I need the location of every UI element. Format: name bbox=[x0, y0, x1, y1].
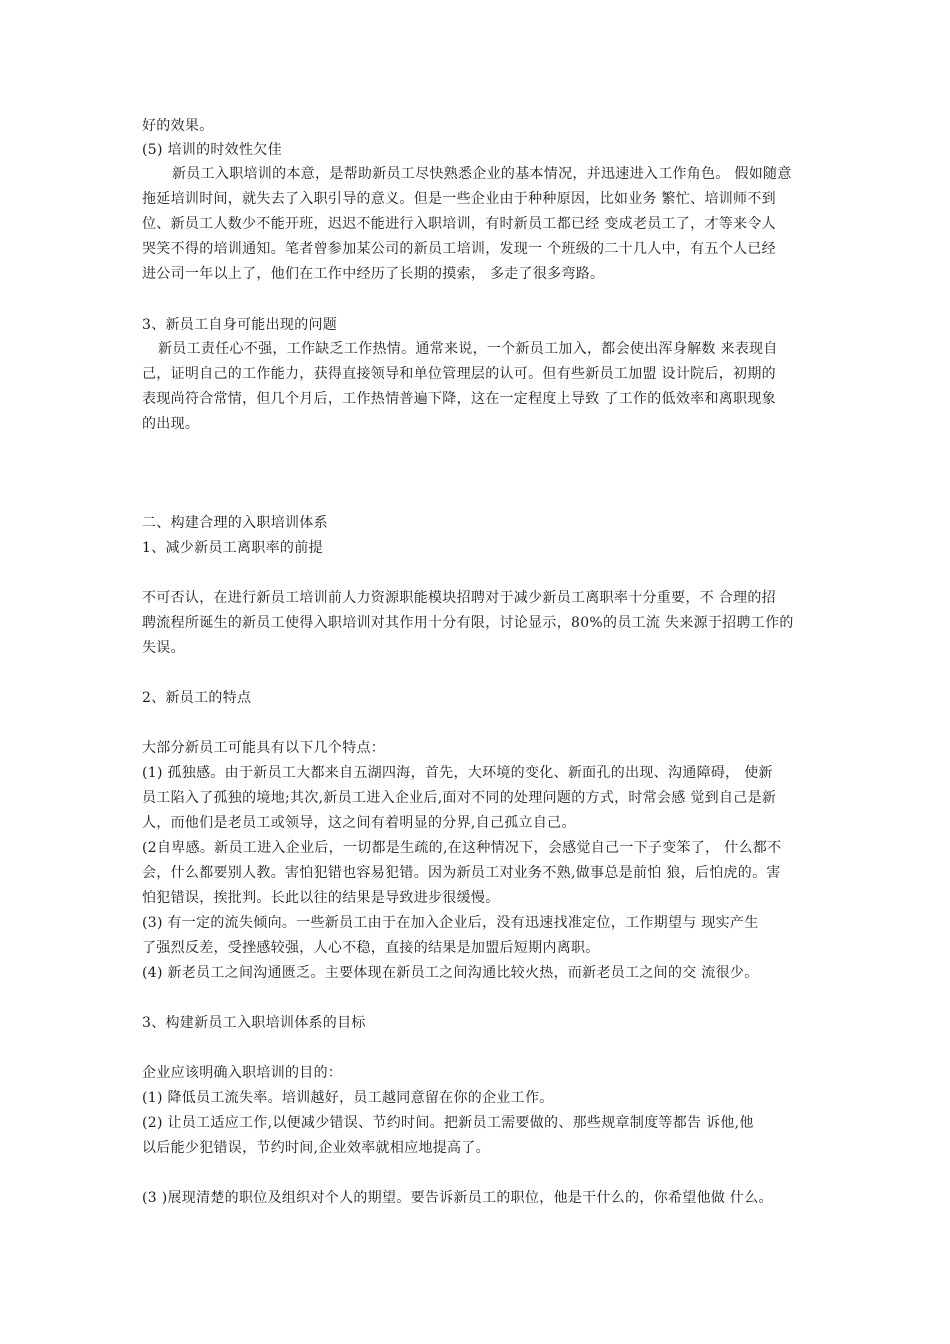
section-heading-2: 2、新员工的特点 bbox=[142, 690, 252, 706]
text-line: 以后能少犯错误，节约时间,企业效率就相应地提高了。 bbox=[142, 1140, 490, 1156]
text-line: 位、新员工人数少不能开班，迟迟不能进行入职培训，有时新员工都已经 变成老员工了，才等来令人 bbox=[142, 216, 776, 232]
goal-item-2: (2) 让员工适应工作,以便减少错误、节约时间。把新员工需要做的、那些规章制度等都告 诉他,他 bbox=[142, 1115, 754, 1131]
text-line: 己，证明自己的工作能力，获得直接领导和单位管理层的认可。但有些新员工加盟 设计院后，初期的 bbox=[142, 366, 776, 382]
text-line: 进公司一年以上了，他们在工作中经历了长期的摸索， 多走了很多弯路。 bbox=[142, 266, 605, 282]
section-heading-1: 1、减少新员工离职率的前提 bbox=[142, 540, 323, 556]
list-item-2: (2自卑感。新员工进入企业后，一切都是生疏的,在这种情况下，会感觉自己一下子变笨了， 什么都不 bbox=[142, 840, 782, 856]
text-line: 不可否认，在进行新员工培训前人力资源职能模块招聘对于减少新员工离职率十分重要，不 合理的招 bbox=[142, 590, 776, 606]
text-line: 人，而他们是老员工或领导，这之间有着明显的分界,自己孤立自己。 bbox=[142, 815, 576, 831]
text-line: 表现尚符合常情，但几个月后，工作热情普遍下降，这在一定程度上导致 了工作的低效率和离职现象 bbox=[142, 391, 776, 407]
list-item-4: (4) 新老员工之间沟通匮乏。主要体现在新员工之间沟通比较火热，而新老员工之间的交 流很少。 bbox=[142, 965, 759, 981]
text-line: 怕犯错误，挨批判。长此以往的结果是导致进步很缓慢。 bbox=[142, 890, 500, 906]
text-line: 哭笑不得的培训通知。笔者曾参加某公司的新员工培训，发现一 个班级的二十几人中，有五个人已经 bbox=[142, 241, 776, 257]
text-line: 大部分新员工可能具有以下几个特点： bbox=[142, 740, 386, 756]
text-line: 了强烈反差，受挫感较强，人心不稳，直接的结果是加盟后短期内离职。 bbox=[142, 940, 600, 956]
text-line: 拖延培训时间，就失去了入职引导的意义。但是一些企业由于种种原因，比如业务 繁忙、培训师不到 bbox=[142, 191, 776, 207]
text-line: 新员工入职培训的本意，是帮助新员工尽快熟悉企业的基本情况，并迅速进入工作角色。 假如随意 bbox=[172, 166, 792, 182]
text-line: 失误。 bbox=[142, 640, 185, 656]
goal-item-3: (3 )展现清楚的职位及组织对个人的期望。要告诉新员工的职位，他是干什么的，你希望他做 什么。 bbox=[142, 1190, 773, 1206]
section-heading-3b: 3、构建新员工入职培训体系的目标 bbox=[142, 1015, 366, 1031]
list-item-3: (3) 有一定的流失倾向。一些新员工由于在加入企业后，没有迅速找准定位，工作期望与 现实产生 bbox=[142, 915, 759, 931]
goal-item-1: (1) 降低员工流失率。培训越好，员工越同意留在你的企业工作。 bbox=[142, 1090, 554, 1106]
section-heading-3: 3、新员工自身可能出现的问题 bbox=[142, 317, 338, 333]
text-line: 聘流程所诞生的新员工使得入职培训对其作用十分有限，讨论显示，80%的员工流 失来源于招聘工作的 bbox=[142, 615, 794, 631]
text-line: 员工陷入了孤独的境地;其次,新员工进入企业后,面对不同的处理问题的方式，时常会感 觉到自己是新 bbox=[142, 790, 777, 806]
text-line: 新员工责任心不强，工作缺乏工作热情。通常来说，一个新员工加入，都会使出浑身解数 来表现自 bbox=[158, 341, 778, 357]
chapter-heading-2: 二、构建合理的入职培训体系 bbox=[142, 515, 328, 531]
text-line: 企业应该明确入职培训的目的： bbox=[142, 1065, 343, 1081]
text-line: 好的效果。 bbox=[142, 118, 214, 134]
list-item-1: (1) 孤独感。由于新员工大都来自五湖四海，首先，大环境的变化、新面孔的出现、沟通障碍， 使新 bbox=[142, 765, 773, 781]
text-line: 的出现。 bbox=[142, 416, 200, 432]
text-line: 会，什么都要别人教。害怕犯错也容易犯错。因为新员工对业务不熟,做事总是前怕 狼，后怕虎的。害 bbox=[142, 865, 781, 881]
subheading-5: (5) 培训的时效性欠佳 bbox=[142, 142, 282, 158]
